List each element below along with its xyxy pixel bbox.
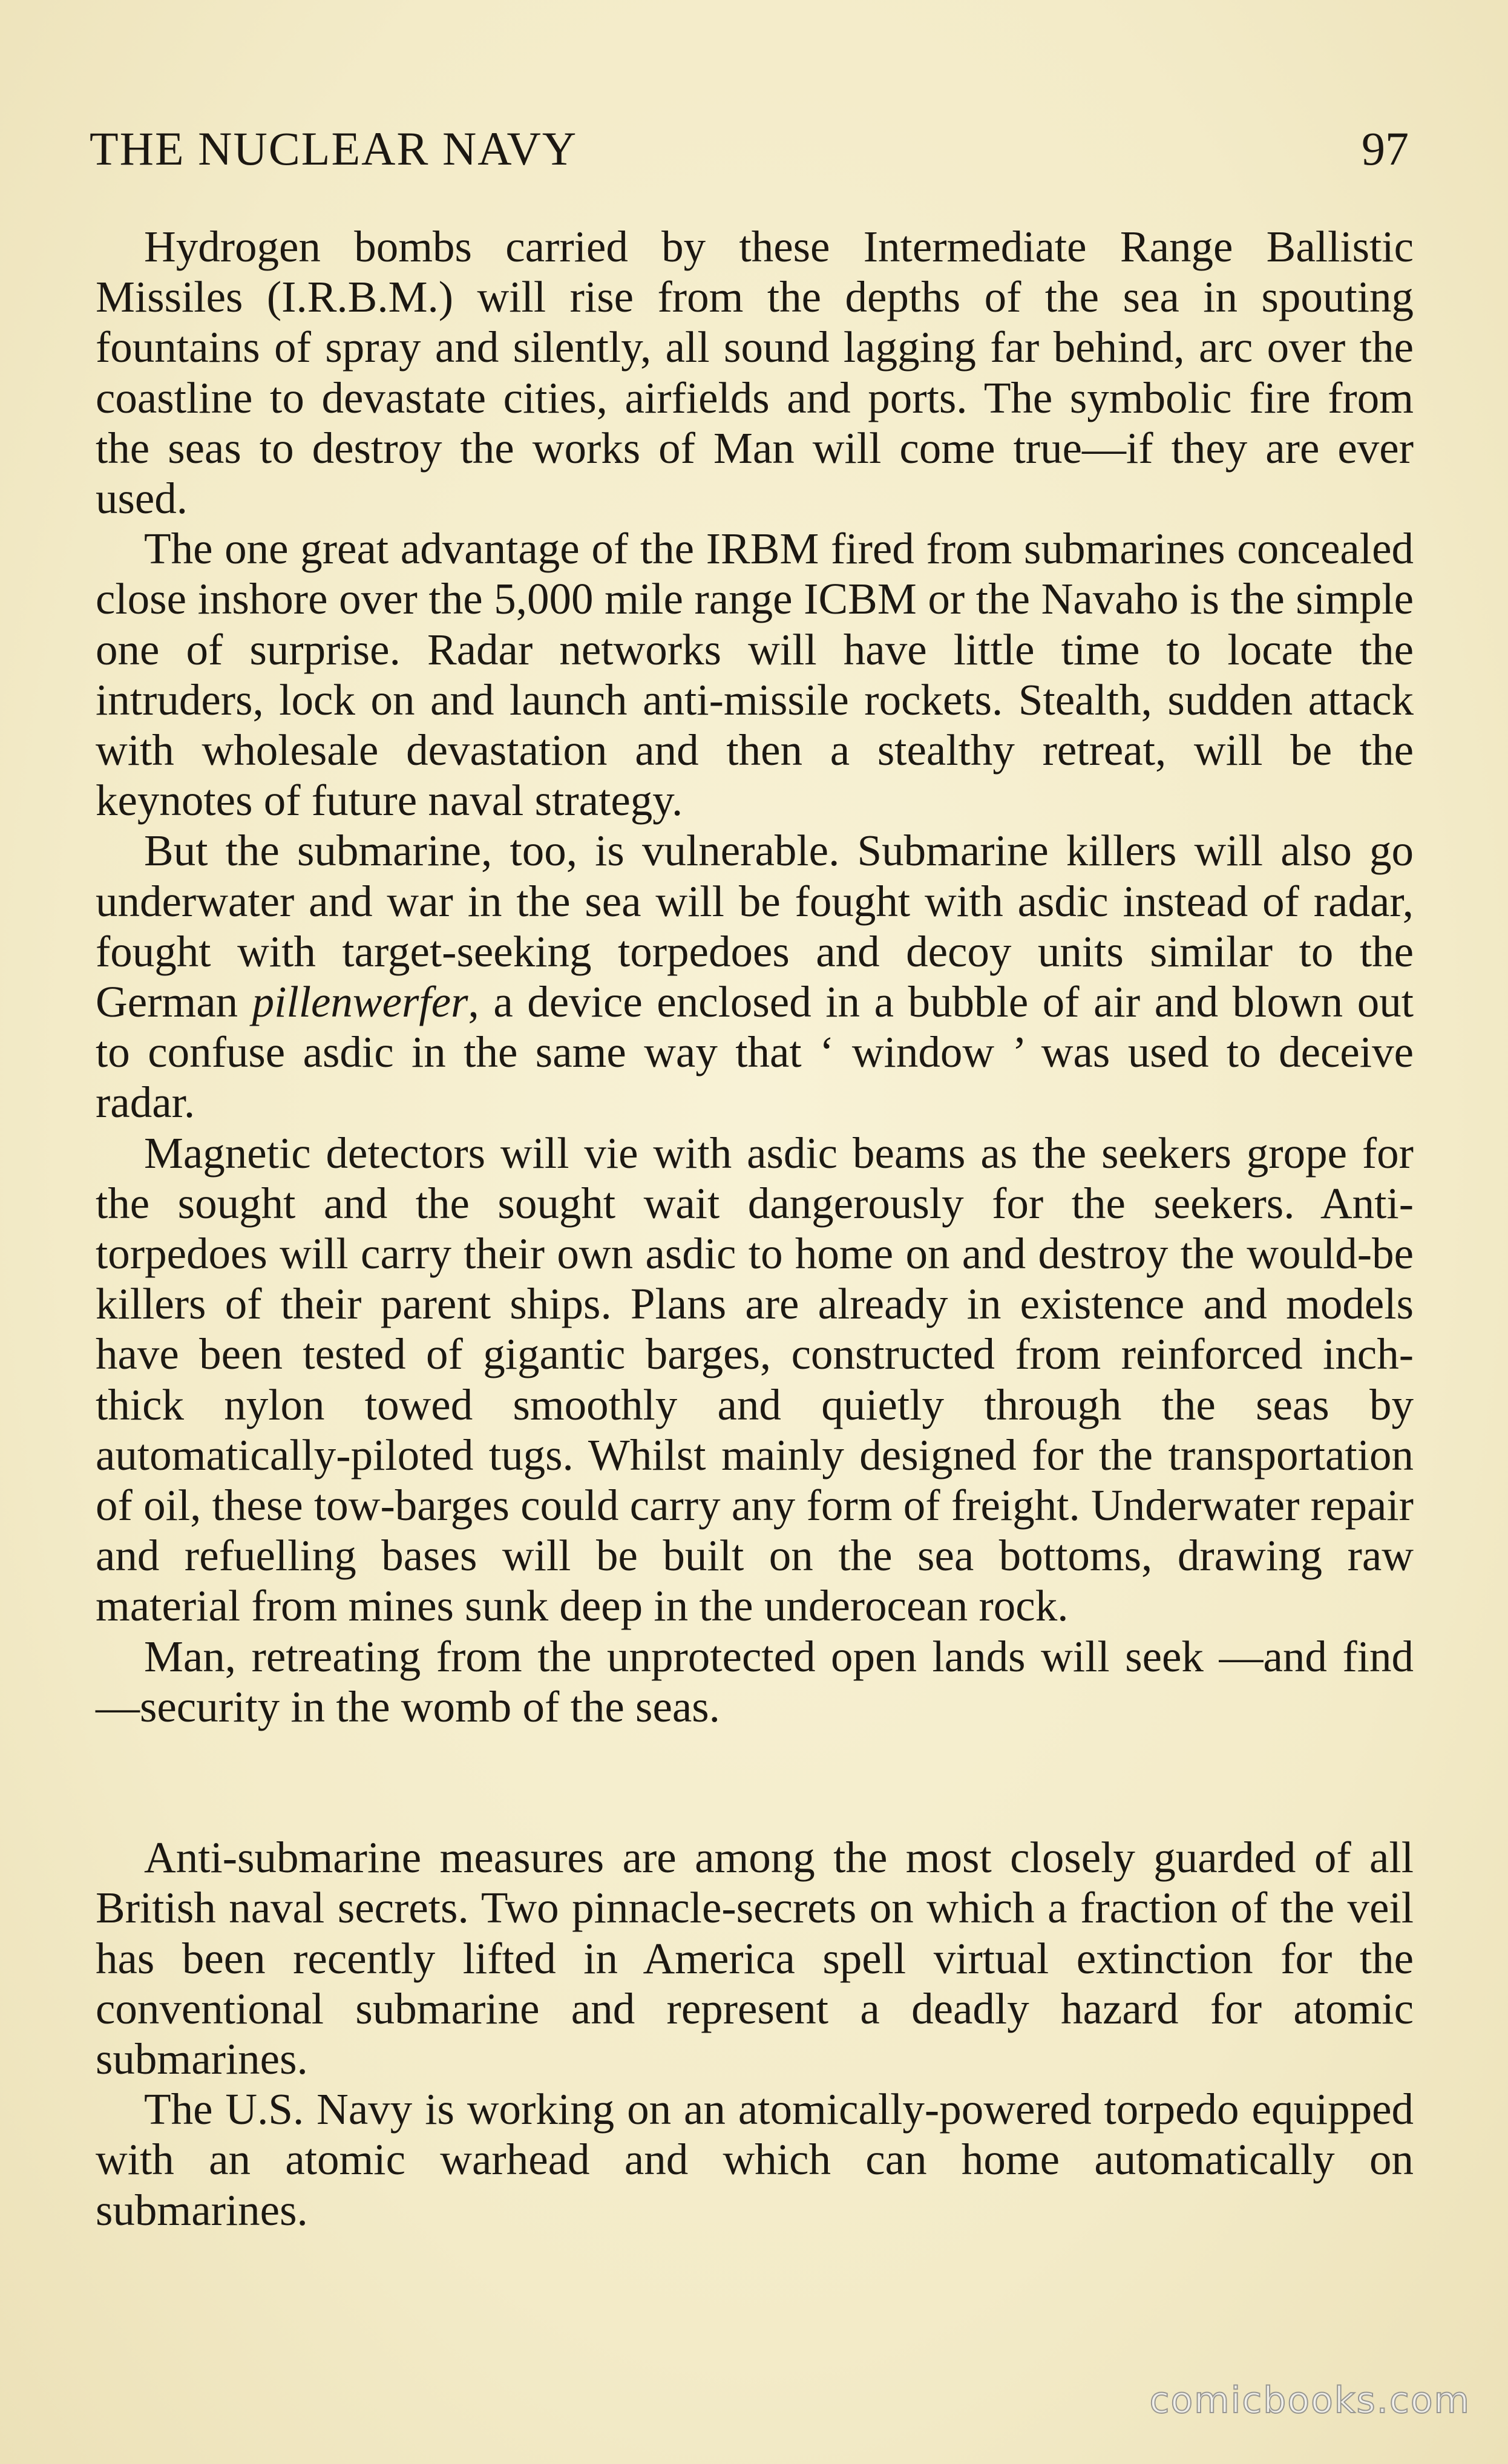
emphasis-term: pillenwerfer: [252, 977, 468, 1027]
running-title: THE NUCLEAR NAVY: [90, 122, 578, 175]
page-number: 97: [1362, 122, 1409, 175]
paragraph-surprise-advantage: The one great advantage of the IRBM fired from submarines concealed close inshore over the 5,000 mile range ICBM or the Navaho is the simple one of surprise. Radar networks will have little time to locate the intruders, lock on and launch anti-missile rockets. Stealth, sudden attack with wholesale devastation and then a stealthy retreat, will be the keynotes of future naval strategy.: [96, 524, 1414, 825]
paragraph-magnetic-detectors: Magnetic detectors will vie with asdic beams as the seekers grope for the sought and the sought wait dangerously for the seekers. Anti-torpedoes will carry their own asdic to home on and destroy the would-be killers of their parent ships. Plans are already in existence and models have been tested of gigantic barges, constructed from reinforced inch-thick nylon towed smoothly and quietly through the seas by automatically-piloted tugs. Whilst mainly designed for the transportation of oil, these tow-barges could carry any form of freight. Underwater repair and refuelling bases will be built on the sea bottoms, drawing raw material from mines sunk deep in the underocean rock.: [96, 1128, 1414, 1631]
paragraph-submarine-vulnerable: [96, 825, 1414, 1127]
watermark: comicbooks.com: [1149, 2379, 1470, 2422]
paragraph-text: But the submarine, too, is vulnerable. Submarine killers will also go underwater and war in the sea will be fought with asdic instead of radar, fought with target-seeking torpedoes and decoy units similar to the German: [96, 826, 1414, 1027]
paragraph-text: , a device enclosed in a bubble of air and blown out to confuse asdic in the same way that ‘ window ’ was used to deceive radar.: [96, 977, 1414, 1127]
paragraph-anti-submarine-measures: Anti-submarine measures are among the most closely guarded of all British naval secrets. Two pinnacle-secrets on which a fraction of the veil has been recently lifted in America spell virtual extinction for the conventional submarine and represent a deadly hazard for atomic submarines.: [96, 1833, 1414, 2083]
paragraph-irbm-missiles: Hydrogen bombs carried by these Intermediate Range Ballistic Missiles (I.R.B.M.) will rise from the depths of the sea in spouting fountains of spray and silently, all sound lagging far behind, arc over the coastline to devastate cities, airfields and ports. The symbolic fire from the seas to destroy the works of Man will come true—if they are ever used.: [96, 222, 1414, 523]
paragraph-security-of-seas: Man, retreating from the unprotected open lands will seek —and find—security in the womb of the seas.: [96, 1631, 1414, 1731]
section-break: [96, 1732, 1414, 1832]
paragraph-atomic-torpedo: The U.S. Navy is working on an atomically-powered torpedo equipped with an atomic warhead and which can home automatically on submarines.: [96, 2085, 1414, 2235]
page-header: [90, 119, 1409, 179]
body-text: [96, 221, 1414, 2235]
